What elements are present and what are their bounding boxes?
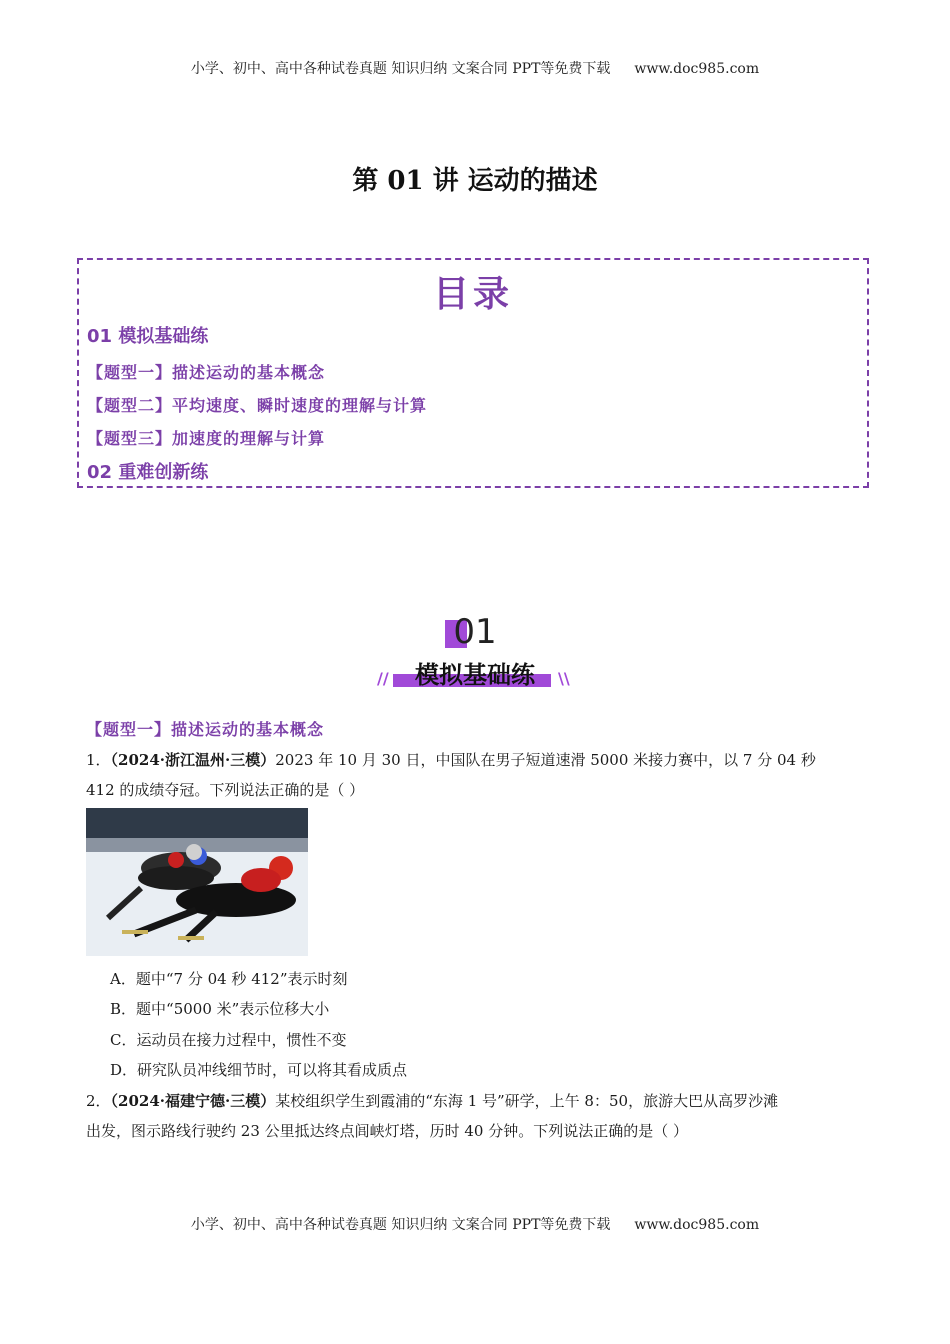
question-type-heading: 【题型一】描述运动的基本概念 <box>86 720 325 739</box>
toc-item-type-1[interactable]: 【题型一】描述运动的基本概念 <box>87 363 326 382</box>
toc-item-type-3[interactable]: 【题型三】加速度的理解与计算 <box>87 429 326 448</box>
footer-text: 小学、初中、高中各种试卷真题 知识归纳 文案合同 PPT等免费下载 <box>190 1217 611 1233</box>
question-2-source: （2024·福建宁德·三模） <box>110 1092 276 1110</box>
question-2-number: 2． <box>86 1092 111 1110</box>
question-2 <box>86 1086 866 1146</box>
toc-item-section-02[interactable]: 02 重难创新练 <box>87 462 209 483</box>
toc-heading: 目录 <box>432 274 513 315</box>
question-2-line-1 <box>86 1086 866 1116</box>
toc-item-type-2[interactable]: 【题型二】平均速度、瞬时速度的理解与计算 <box>87 396 428 415</box>
question-1-option-a[interactable]: A．题中“7 分 04 秒 412”表示时刻 <box>110 970 348 988</box>
footer-url[interactable]: www.doc985.com <box>634 1217 760 1233</box>
question-1-option-d[interactable]: D．研究队员冲线细节时，可以将其看成质点 <box>110 1061 408 1079</box>
banner-number: 01 <box>453 612 497 652</box>
question-1-source: （2024·浙江温州·三模） <box>110 751 276 769</box>
question-2-text-1: 某校组织学生到霞浦的“东海 1 号”研学，上午 8：50，旅游大巴从高罗沙滩 <box>275 1092 779 1110</box>
question-1-line-1 <box>86 745 866 775</box>
banner-slash-right: \\ <box>558 669 570 688</box>
page-title: 第 01 讲 运动的描述 <box>352 166 598 196</box>
question-1-option-c[interactable]: C．运动员在接力过程中，惯性不变 <box>110 1031 347 1049</box>
header-text: 小学、初中、高中各种试卷真题 知识归纳 文案合同 PPT等免费下载 <box>190 61 611 77</box>
table-of-contents <box>77 258 869 488</box>
question-1-text-1: 2023 年 10 月 30 日，中国队在男子短道速滑 5000 米接力赛中，以 7 分 04 秒 <box>275 751 816 769</box>
toc-item-section-01[interactable]: 01 模拟基础练 <box>87 326 209 347</box>
question-1-option-b[interactable]: B．题中“5000 米”表示位移大小 <box>110 1000 330 1018</box>
page-footer <box>0 1214 950 1234</box>
speed-skating-photo <box>86 808 308 956</box>
question-1-text-2: 412 的成绩夺冠。下列说法正确的是（ ） <box>86 781 365 799</box>
page-header <box>0 58 950 78</box>
question-1-number: 1． <box>86 751 111 769</box>
banner-slash-left: // <box>377 669 389 688</box>
question-1 <box>86 745 866 805</box>
banner-label: 模拟基础练 <box>415 661 535 689</box>
header-url[interactable]: www.doc985.com <box>634 61 760 77</box>
question-2-text-2: 出发，图示路线行驶约 23 公里抵达终点闾峡灯塔，历时 40 分钟。下列说法正确的是（ ） <box>86 1122 689 1140</box>
speed-skating-illustration <box>86 808 308 956</box>
section-banner <box>375 612 575 692</box>
